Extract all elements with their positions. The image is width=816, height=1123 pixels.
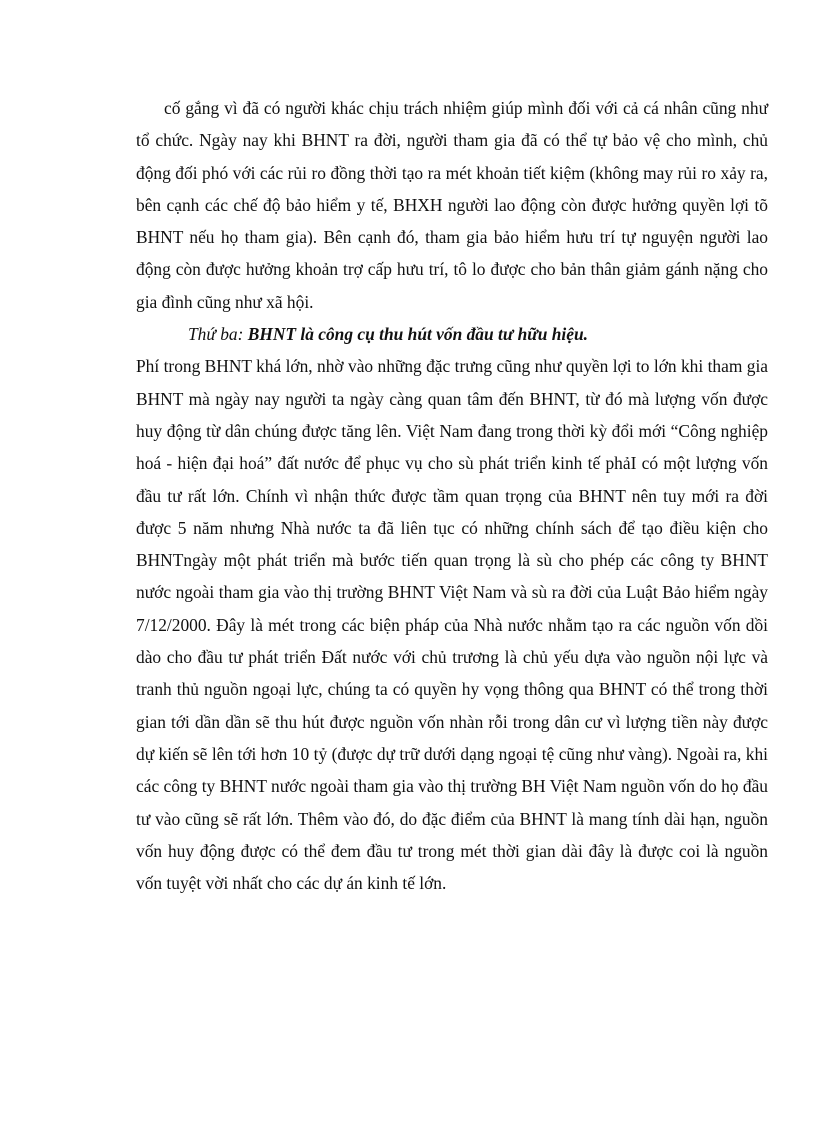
heading-prefix: Thứ ba (188, 324, 238, 345)
paragraph-continued: cố gắng vì đã có người khác chịu trách nhiệm giúp mình đối với cả cá nhân cũng như tổ chức. Ngày nay khi BHNT ra đời, người tham gia đã có thể tự bảo vệ cho mình, chủ động đối phó với các rủi ro đồng thời tạo ra mét khoản tiết kiệm (không may rủi ro xảy ra, bên cạnh các chế độ bảo hiểm y tế, BHXH người lao động còn được hưởng quyền lợi tõ BHNT nếu họ tham gia). Bên cạnh đó, tham gia bảo hiểm hưu trí tự nguyện người lao động còn được hưởng khoản trợ cấp hưu trí, tô lo được cho bản thân giảm gánh nặng cho gia đình cũng như xã hội. (136, 98, 768, 312)
heading-title: BHNT là công cụ thu hút vốn đầu tư hữu hiệu. (247, 324, 588, 345)
paragraph-body: Phí trong BHNT khá lớn, nhờ vào những đặc trưng cũng như quyền lợi to lớn khi tham gia BHNT mà ngày nay người ta ngày càng quan tâm đến BHNT, từ đó mà lượng vốn được huy động từ dân chúng được tăng lên. Việt Nam đang trong thời kỳ đổi mới “Công nghiệp hoá - hiện đại hoá” đất nước để phục vụ cho sù phát triển kinh tế phảI có một lượng vốn đầu tư rất lớn. Chính vì nhận thức được tầm quan trọng của BHNT nên tuy mới ra đời được 5 năm nhưng Nhà nước ta đã liên tục có những chính sách để tạo điều kiện cho BHNTngày một phát triển mà bước tiến quan trọng là sù cho phép các công ty BHNT nước ngoài tham gia vào thị trường BHNT Việt Nam và sù ra đời của Luật Bảo hiểm ngày 7/12/2000. Đây là mét trong các biện pháp của Nhà nước nhằm tạo ra các nguồn vốn dồi dào cho đầu tư phát triển Đất nước với chủ trương là chủ yếu dựa vào nguồn nội lực và tranh thủ nguồn ngoại lực, chúng ta có quyền hy vọng thông qua BHNT có thể trong thời gian tới dần dần sẽ thu hút được nguồn vốn nhàn rỗi trong dân cư vì lượng tiền này được dự kiến sẽ lên tới hơn 10 tỷ (được dự trữ dưới dạng ngoại tệ cũng như vàng). Ngoài ra, khi các công ty BHNT nước ngoài tham gia vào thị trường BH Việt Nam nguồn vốn do họ đầu tư vào cũng sẽ rất lớn. Thêm vào đó, do đặc điểm của BHNT là mang tính dài hạn, nguồn vốn huy động được có thể đem đầu tư trong mét thời gian dài đây là được coi là nguồn vốn tuyệt vời nhất cho các dự án kinh tế lớn. (136, 356, 768, 894)
section-heading (136, 318, 768, 350)
document-page (136, 92, 768, 899)
heading-colon: : (237, 324, 248, 345)
